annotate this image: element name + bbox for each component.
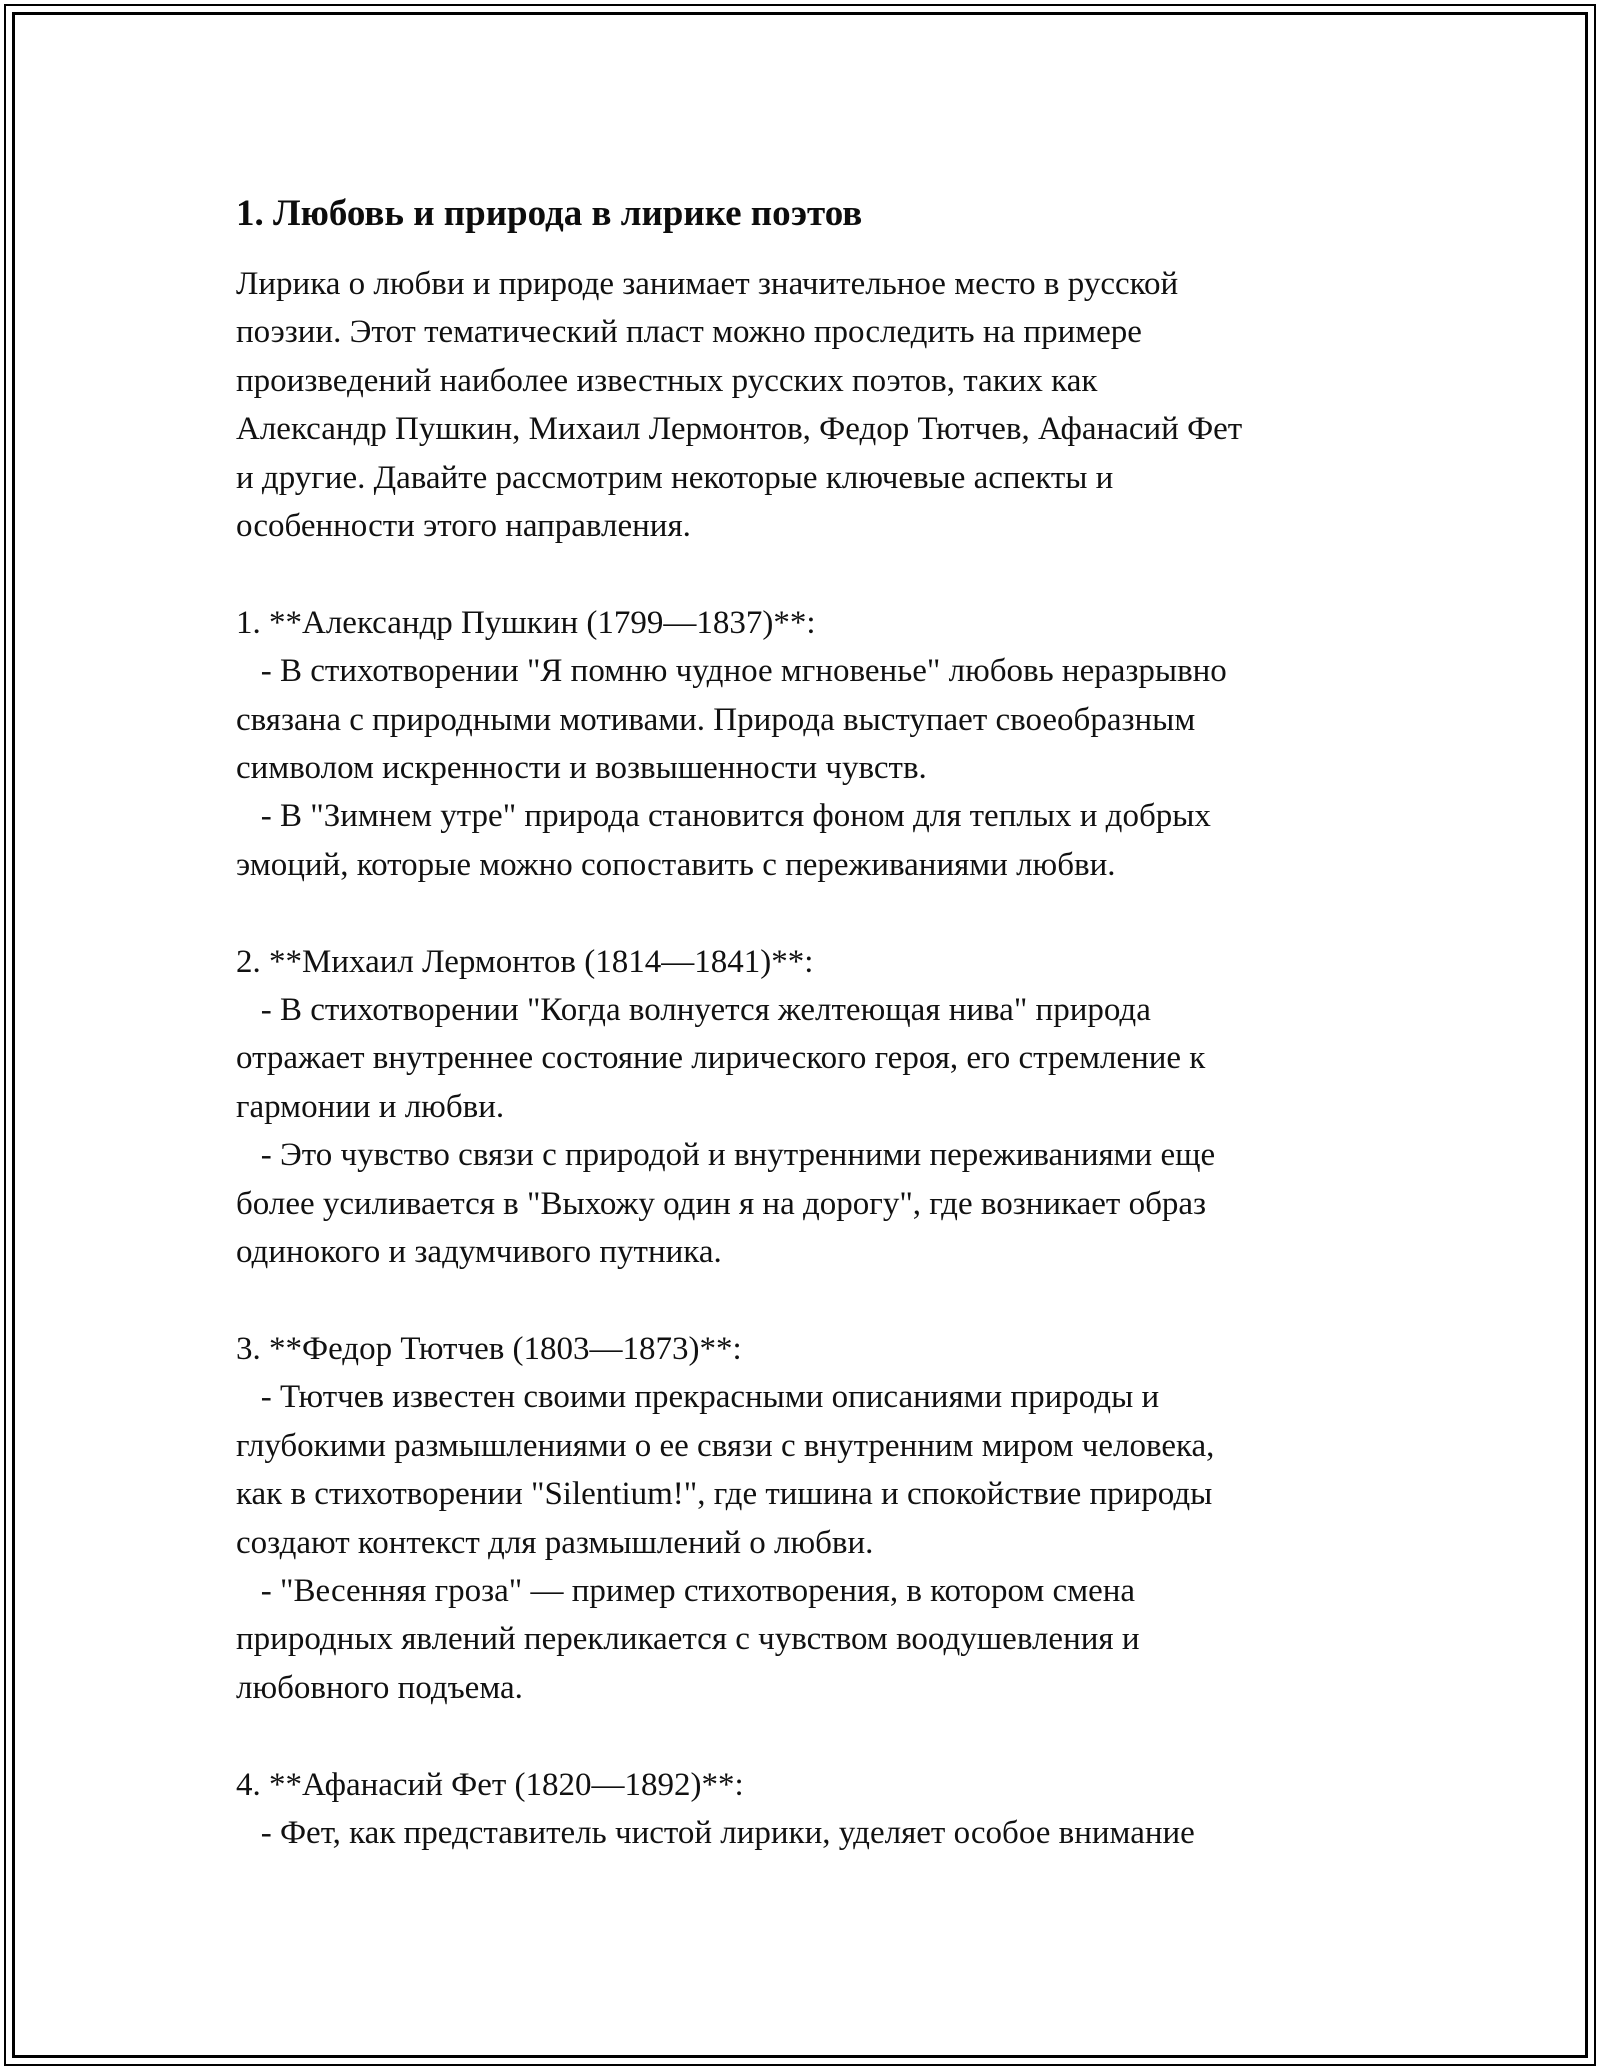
bullet-item: - Тютчев известен своими прекрасными описаниями природы и глубокими размышлениями о ее связи с внутренним миром человека, как в стихотворении "Silentium!", где тишина и спокойствие природы создают контекст для размышлений о любви. xyxy=(236,1379,1215,1561)
spacer xyxy=(236,1712,1396,1760)
section-heading: 1. Любовь и природа в лирике поэтов xyxy=(236,193,863,234)
spacer xyxy=(236,1277,1396,1325)
poet-section-fet xyxy=(236,1761,1396,1858)
poet-section-lermontov xyxy=(236,938,1396,1277)
spacer xyxy=(236,889,1396,937)
bullet-item: - Это чувство связи с природой и внутренними переживаниями еще более усиливается в "Выхожу один я на дорогу", где возникает образ одинокого и задумчивого путника. xyxy=(236,1137,1216,1271)
poet-title: 4. **Афанасий Фет (1820—1892)**: xyxy=(236,1766,744,1803)
bullet-item: - В стихотворении "Я помню чудное мгновенье" любовь неразрывно связана с природными мотивами. Природа выступает своеобразным символом искренности и возвышенности чувств. xyxy=(236,653,1227,787)
bullet-item: - В "Зимнем утре" природа становится фоном для теплых и добрых эмоций, которые можно сопоставить с переживаниями любви. xyxy=(236,798,1211,883)
bullet-item: - "Весенняя гроза" — пример стихотворения, в котором смена природных явлений перекликается с чувством воодушевления и любовного подъема. xyxy=(236,1572,1140,1706)
poet-title: 1. **Александр Пушкин (1799—1837)**: xyxy=(236,604,816,641)
spacer xyxy=(236,550,1396,598)
bullet-item: - Фет, как представитель чистой лирики, уделяет особое внимание xyxy=(236,1814,1195,1851)
intro-paragraph: Лирика о любви и природе занимает значительное место в русской поэзии. Этот тематический пласт можно проследить на примере произведений наиболее известных русских поэтов, таких как Александр Пушкин, Михаил Лермонтов, Федор Тютчев, Афанасий Фет и другие. Давайте рассмотрим некоторые ключевые аспекты и особенности этого направления. xyxy=(236,266,1243,545)
poet-section-pushkin xyxy=(236,599,1396,889)
poet-title: 2. **Михаил Лермонтов (1814—1841)**: xyxy=(236,943,814,980)
poet-section-tyutchev xyxy=(236,1325,1396,1712)
bullet-item: - В стихотворении "Когда волнуется желтеющая нива" природа отражает внутреннее состояние лирического героя, его стремление к гармонии и любви. xyxy=(236,992,1206,1125)
document-body xyxy=(236,188,1396,1857)
poet-title: 3. **Федор Тютчев (1803—1873)**: xyxy=(236,1330,742,1367)
